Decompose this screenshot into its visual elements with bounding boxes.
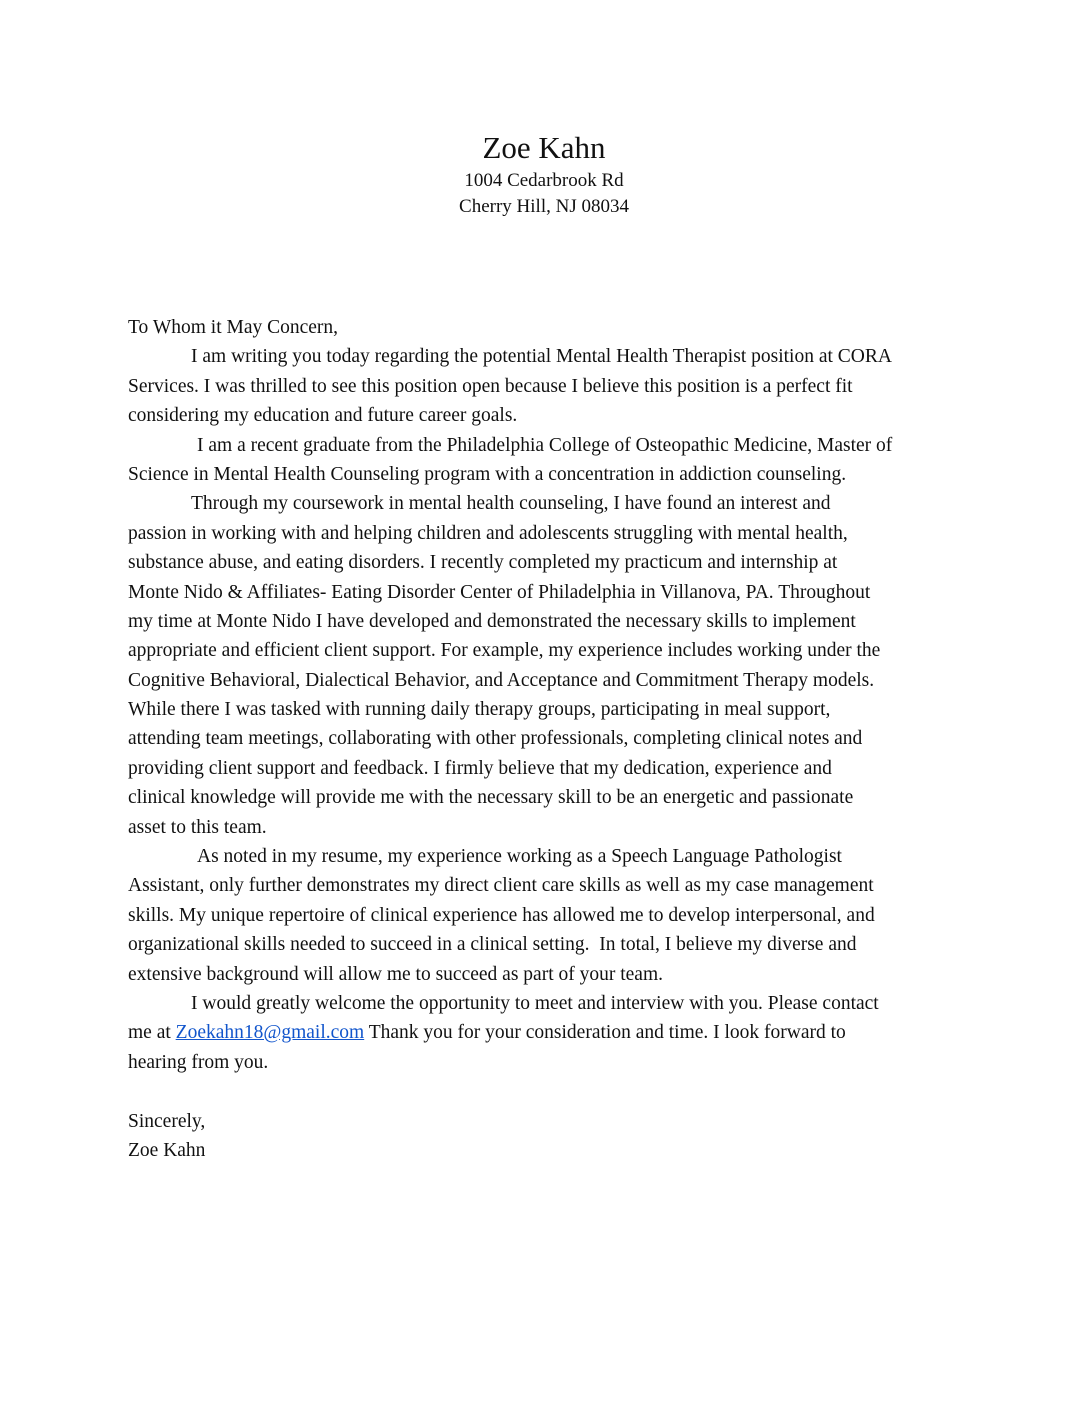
paragraph-line: providing client support and feedback. I firmly believe that my dedication, experience and xyxy=(128,757,832,779)
contact-line xyxy=(128,1018,968,1047)
contact-prefix: me at xyxy=(128,1022,176,1044)
paragraph-line: While there I was tasked with running daily therapy groups, participating in meal support, xyxy=(128,699,831,721)
address-line-1: 1004 Cedarbrook Rd xyxy=(464,170,624,191)
paragraph-line: Science in Mental Health Counseling program with a concentration in addiction counseling. xyxy=(128,463,847,485)
salutation: To Whom it May Concern, xyxy=(128,317,339,338)
paragraph-line: hearing from you. xyxy=(128,1051,269,1073)
letter-body xyxy=(128,313,968,1165)
paragraph-4 xyxy=(128,842,968,989)
sender-name: Zoe Kahn xyxy=(482,130,606,165)
paragraph-line: asset to this team. xyxy=(128,816,267,838)
paragraph-line: passion in working with and helping children and adolescents struggling with mental health, xyxy=(128,522,848,544)
paragraph-line: Cognitive Behavioral, Dialectical Behavior, and Acceptance and Commitment Therapy models. xyxy=(128,669,875,691)
paragraph-1 xyxy=(128,342,968,430)
spacer xyxy=(128,1077,968,1106)
paragraph-line: Through my coursework in mental health counseling, I have found an interest and xyxy=(191,493,831,515)
paragraph-line: Monte Nido & Affiliates- Eating Disorder Center of Philadelphia in Villanova, PA. Throughout xyxy=(128,581,871,603)
email-link[interactable]: Zoekahn18@gmail.com xyxy=(175,1022,365,1044)
address-line-2: Cherry Hill, NJ 08034 xyxy=(459,196,629,217)
paragraph-line: I would greatly welcome the opportunity to meet and interview with you. Please contact xyxy=(191,992,879,1014)
contact-suffix: Thank you for your consideration and time. I look forward to xyxy=(364,1022,846,1044)
paragraph-line: I am writing you today regarding the potential Mental Health Therapist position at CORA xyxy=(191,346,892,368)
closing-paragraph xyxy=(128,989,968,1077)
signature: Zoe Kahn xyxy=(128,1139,206,1161)
paragraph-line: Assistant, only further demonstrates my direct client care skills as well as my case management xyxy=(128,875,874,897)
paragraph-line: As noted in my resume, my experience working as a Speech Language Pathologist xyxy=(197,846,842,868)
paragraph-line: I am a recent graduate from the Philadelphia College of Osteopathic Medicine, Master of xyxy=(197,434,893,456)
paragraph-line: clinical knowledge will provide me with the necessary skill to be an energetic and passionate xyxy=(128,787,854,809)
paragraph-line: attending team meetings, collaborating with other professionals, completing clinical notes and xyxy=(128,728,863,750)
paragraph-line: substance abuse, and eating disorders. I recently completed my practicum and internship at xyxy=(128,552,838,574)
paragraph-line: extensive background will allow me to succeed as part of your team. xyxy=(128,963,663,985)
paragraph-line: skills. My unique repertoire of clinical experience has allowed me to develop interpersonal, and xyxy=(128,904,875,926)
letter-header xyxy=(0,128,1088,220)
paragraph-2 xyxy=(128,431,968,490)
paragraph-line: considering my education and future career goals. xyxy=(128,405,518,427)
paragraph-line: my time at Monte Nido I have developed and demonstrated the necessary skills to implement xyxy=(128,610,856,632)
paragraph-line: organizational skills needed to succeed in a clinical setting. In total, I believe my diverse and xyxy=(128,934,857,956)
paragraph-line: Services. I was thrilled to see this position open because I believe this position is a perfect fit xyxy=(128,375,853,397)
paragraph-3 xyxy=(128,489,968,842)
signoff: Sincerely, xyxy=(128,1110,206,1132)
paragraph-line: appropriate and efficient client support. For example, my experience includes working under the xyxy=(128,640,881,662)
